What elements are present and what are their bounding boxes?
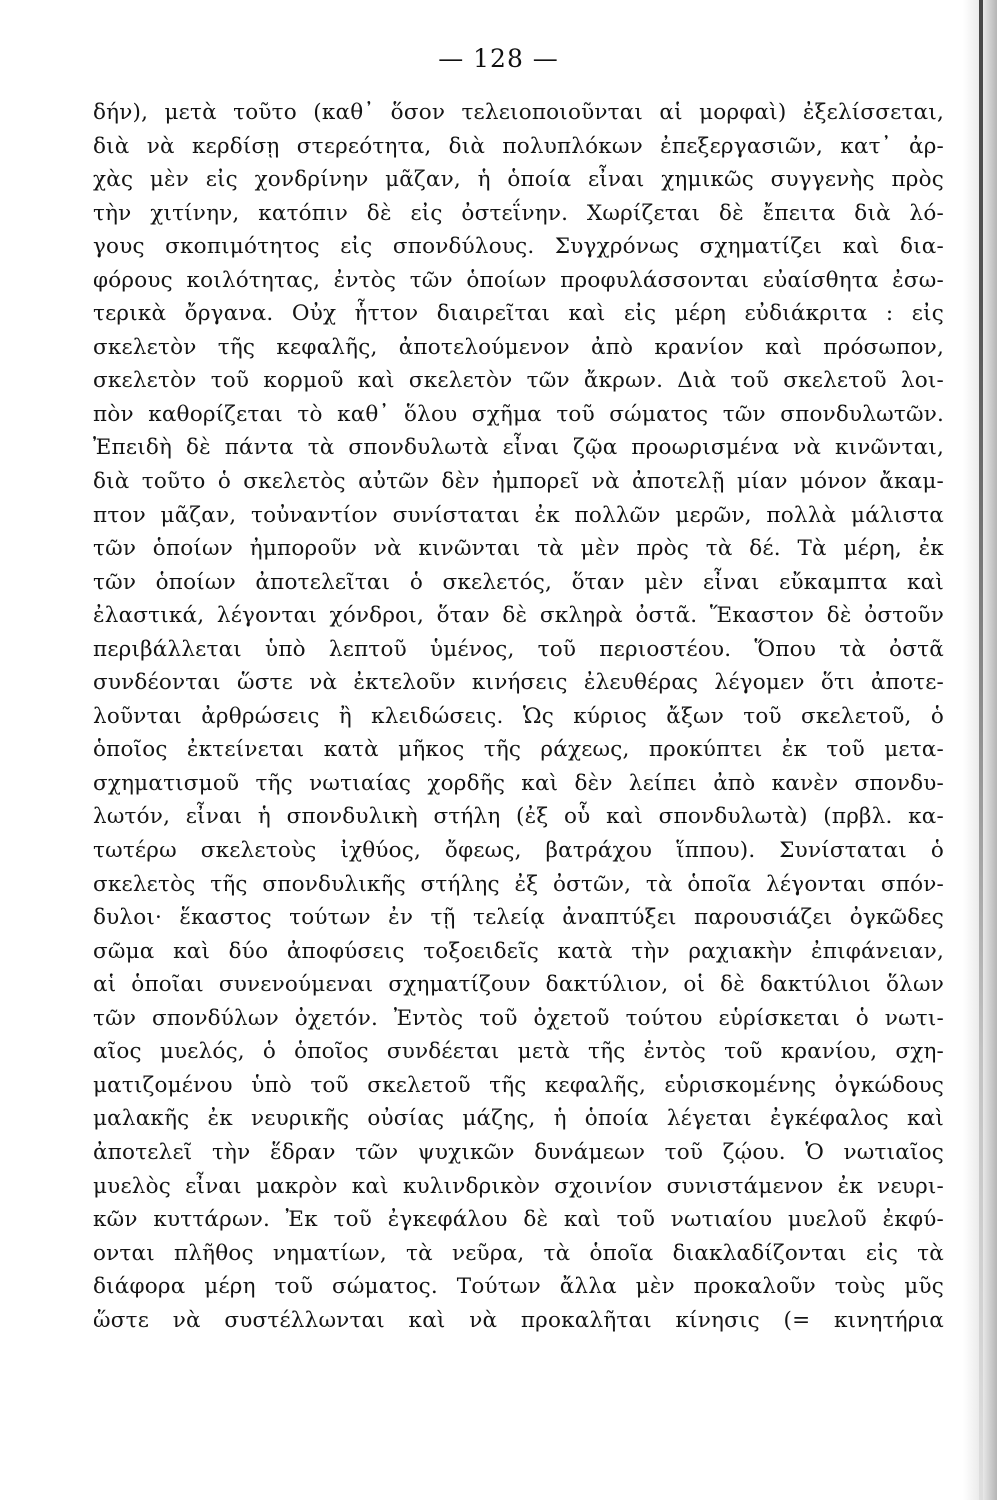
text-line: ονται πλῆθος νηματίων, τὰ νεῦρα, τὰ ὁποῖα διακλαδίζονται εἰς τὰ (93, 1240, 944, 1266)
text-line: αἱ ὁποῖαι συνενούμεναι σχηματίζουν δακτύλιον, οἱ δὲ δακτύλιοι ὅλων (93, 972, 944, 998)
text-line: ἐλαστικά, λέγονται χόνδροι, ὅταν δὲ σκληρὰ ὀστᾶ. Ἕκαστον δὲ ὀστοῦν (93, 603, 944, 629)
text-line: περιβάλλεται ὑπὸ λεπτοῦ ὑμένος, τοῦ περιοστέου. Ὅπου τὰ ὀστᾶ (93, 636, 944, 662)
text-line: διάφορα μέρη τοῦ σώματος. Τούτων ἄλλα μὲν προκαλοῦν τοὺς μῦς (93, 1274, 944, 1300)
text-line: τερικὰ ὄργανα. Οὐχ ἧττον διαιρεῖται καὶ εἰς μέρη εὐδιάκριτα : εἰς (93, 301, 944, 327)
text-line: πὸν καθορίζεται τὸ καθ᾿ ὅλου σχῆμα τοῦ σώματος τῶν σπονδυλωτῶν. (93, 401, 944, 427)
text-line: ὁποῖος ἐκτείνεται κατὰ μῆκος τῆς ράχεως, προκύπτει ἐκ τοῦ μετα- (93, 737, 944, 763)
text-line: τῶν ὁποίων ἠμποροῦν νὰ κινῶνται τὰ μὲν πρὸς τὰ δέ. Τὰ μέρη, ἐκ (93, 536, 944, 562)
text-line: τῶν σπονδύλων ὀχετόν. Ἐντὸς τοῦ ὀχετοῦ τούτου εὑρίσκεται ὁ νωτι- (93, 1005, 944, 1031)
text-line: τὴν χιτίνην, κατόπιν δὲ εἰς ὀστεΐνην. Χωρίζεται δὲ ἔπειτα διὰ λό- (93, 200, 944, 226)
text-line: σῶμα καὶ δύο ἀποφύσεις τοξοειδεῖς κατὰ τὴν ραχιακὴν ἐπιφάνειαν, (93, 938, 944, 964)
text-line: διὰ τοῦτο ὁ σκελετὸς αὐτῶν δὲν ἠμπορεῖ νὰ ἀποτελῇ μίαν μόνον ἄκαμ- (93, 469, 944, 495)
text-line: αῖος μυελός, ὁ ὁποῖος συνδέεται μετὰ τῆς ἐντὸς τοῦ κρανίου, σχη- (93, 1039, 944, 1065)
text-line: σκελετὸν τοῦ κορμοῦ καὶ σκελετὸν τῶν ἄκρων. Διὰ τοῦ σκελετοῦ λοι- (93, 368, 944, 394)
text-line: χὰς μὲν εἰς χονδρίνην μᾶζαν, ἡ ὁποία εἶναι χημικῶς συγγενὴς πρὸς (93, 167, 944, 193)
text-line: σχηματισμοῦ τῆς νωτιαίας χορδῆς καὶ δὲν λείπει ἀπὸ κανὲν σπονδυ- (93, 770, 944, 796)
text-line: μαλακῆς ἐκ νευρικῆς οὐσίας μάζης, ἡ ὁποία λέγεται ἐγκέφαλος καὶ (93, 1106, 944, 1132)
text-line: ὥστε νὰ συστέλλωνται καὶ νὰ προκαλῆται κίνησις (= κινητήρια (93, 1307, 944, 1333)
text-line: τωτέρω σκελετοὺς ἰχθύος, ὄφεως, βατράχου ἵππου). Συνίσταται ὁ (93, 838, 944, 864)
text-line: δήν), μετὰ τοῦτο (καθ᾿ ὅσον τελειοποιοῦνται αἱ μορφαὶ) ἐξελίσσεται, (93, 100, 944, 125)
text-line: διὰ νὰ κερδίσῃ στερεότητα, διὰ πολυπλόκων ἐπεξεργασιῶν, κατ᾿ ἀρ- (93, 133, 944, 159)
body-text (93, 96, 944, 1337)
text-line: σκελετὸν τῆς κεφαλῆς, ἀποτελούμενον ἀπὸ κρανίον καὶ πρόσωπον, (93, 334, 944, 360)
page-binding-edge (979, 0, 983, 1500)
text-line: μυελὸς εἶναι μακρὸν καὶ κυλινδρικὸν σχοινίον συνιστάμενον ἐκ νευρι- (93, 1173, 944, 1199)
text-line: ματιζομένου ὑπὸ τοῦ σκελετοῦ τῆς κεφαλῆς, εὑρισκομένης ὀγκώδους (93, 1072, 944, 1098)
text-line: τῶν ὁποίων ἀποτελεῖται ὁ σκελετός, ὅταν μὲν εἶναι εὔκαμπτα καὶ (93, 569, 944, 595)
page-number: — 128 — (438, 44, 559, 73)
text-line: ἀποτελεῖ τὴν ἕδραν τῶν ψυχικῶν δυνάμεων τοῦ ζῴου. Ὁ νωτιαῖος (93, 1139, 944, 1165)
text-line: σκελετὸς τῆς σπονδυλικῆς στήλης ἐξ ὀστῶν, τὰ ὁποῖα λέγονται σπόν- (93, 871, 944, 897)
text-line: λωτόν, εἶναι ἡ σπονδυλικὴ στήλη (ἐξ οὗ καὶ σπονδυλωτὰ) (πρβλ. κα- (93, 804, 944, 830)
text-line: κῶν κυττάρων. Ἐκ τοῦ ἐγκεφάλου δὲ καὶ τοῦ νωτιαίου μυελοῦ ἐκφύ- (93, 1207, 944, 1233)
text-line: πτον μᾶζαν, τοὐναντίον συνίσταται ἐκ πολλῶν μερῶν, πολλὰ μάλιστα (93, 502, 944, 528)
text-line: συνδέονται ὥστε νὰ ἐκτελοῦν κινήσεις ἐλευθέρας λέγομεν ὅτι ἀποτε- (93, 670, 944, 696)
text-line: Ἐπειδὴ δὲ πάντα τὰ σπονδυλωτὰ εἶναι ζῷα προωρισμένα νὰ κινῶνται, (93, 435, 944, 461)
text-line: λοῦνται ἀρθρώσεις ἢ κλειδώσεις. Ὡς κύριος ἄξων τοῦ σκελετοῦ, ὁ (93, 703, 944, 729)
text-line: δυλοι· ἕκαστος τούτων ἐν τῇ τελείᾳ ἀναπτύξει παρουσιάζει ὀγκῶδες (93, 905, 944, 931)
text-line: γους σκοπιμότητος εἰς σπονδύλους. Συγχρόνως σχηματίζει καὶ δια- (93, 234, 944, 260)
text-line: φόρους κοιλότητας, ἐντὸς τῶν ὁποίων προφυλάσσονται εὐαίσθητα ἐσω- (93, 267, 944, 293)
